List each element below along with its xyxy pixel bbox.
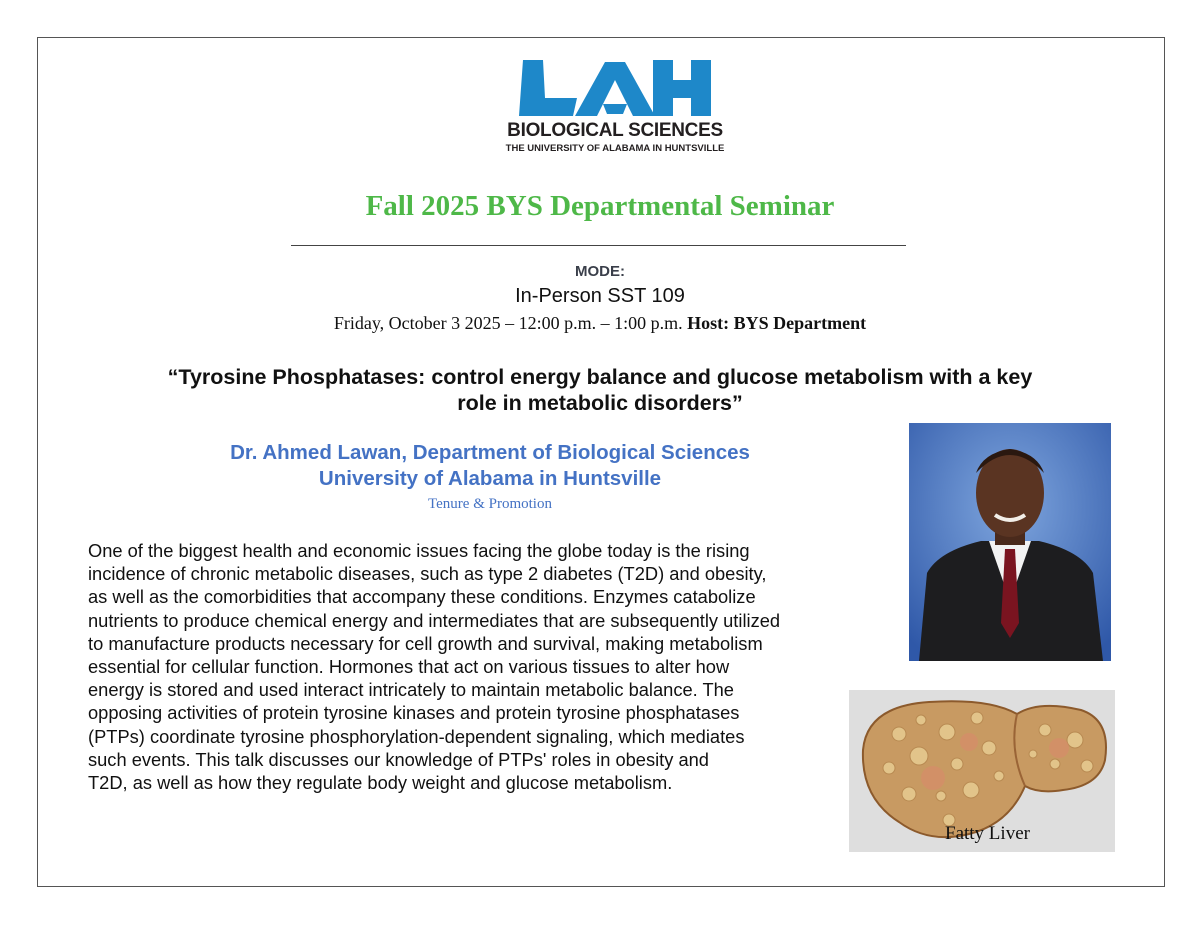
talk-title-line: “Tyrosine Phosphatases: control energy balance and glucose metabolism with a key (167, 365, 1033, 389)
abstract-line: to manufacture products necessary for cell growth and survival, making metabolism (88, 632, 763, 654)
department-name: BIOLOGICAL SCIENCES (507, 120, 723, 141)
uah-logo-mark (515, 58, 715, 120)
abstract-line: incidence of chronic metabolic diseases, such as type 2 diabetes (T2D) and obesity, (88, 563, 767, 585)
title-divider (291, 245, 906, 246)
abstract-line: One of the biggest health and economic issues facing the globe today is the rising (88, 540, 750, 561)
abstract-line: T2D, as well as how they regulate body weight and glucose metabolism. (88, 772, 673, 794)
seminar-title: Fall 2025 BYS Departmental Seminar (365, 190, 835, 222)
abstract-line: as well as the comorbidities that accompany these conditions. Enzymes catabolize (88, 586, 756, 608)
abstract-line: nutrients to produce chemical energy and intermediates that are subsequently utilized (88, 609, 781, 631)
abstract-line: (PTPs) coordinate tyrosine phosphorylation-dependent signaling, which mediates (88, 725, 745, 747)
speaker-subtitle: Tenure & Promotion (428, 496, 552, 512)
mode-label: MODE: (575, 263, 625, 280)
schedule-line (0, 313, 1200, 334)
date-time: Friday, October 3 2025 – 12:00 p.m. – 1:00 p.m. (333, 313, 683, 333)
host: Host: BYS Department (687, 313, 867, 333)
speaker-photo (909, 423, 1111, 661)
speaker-info (150, 440, 830, 492)
talk-title-line: role in metabolic disorders” (457, 391, 743, 415)
uah-logo (500, 58, 730, 168)
abstract-line: essential for cellular function. Hormones that act on various tissues to alter how (88, 656, 730, 678)
abstract-line: such events. This talk discusses our knowledge of PTPs' roles in obesity and (88, 748, 709, 770)
abstract-line: energy is stored and used interact intricately to maintain metabolic balance. The (88, 679, 734, 701)
university-name: THE UNIVERSITY OF ALABAMA IN HUNTSVILLE (505, 143, 725, 154)
abstract-line: opposing activities of protein tyrosine kinases and protein tyrosine phosphatases (88, 702, 740, 724)
speaker-affiliation: University of Alabama in Huntsville (318, 467, 662, 490)
abstract (88, 539, 903, 794)
mode-value: In-Person SST 109 (515, 285, 685, 307)
liver-caption: Fatty Liver (945, 823, 1030, 844)
talk-title (95, 364, 1105, 416)
speaker-name: Dr. Ahmed Lawan, Department of Biological Sciences (230, 441, 750, 464)
